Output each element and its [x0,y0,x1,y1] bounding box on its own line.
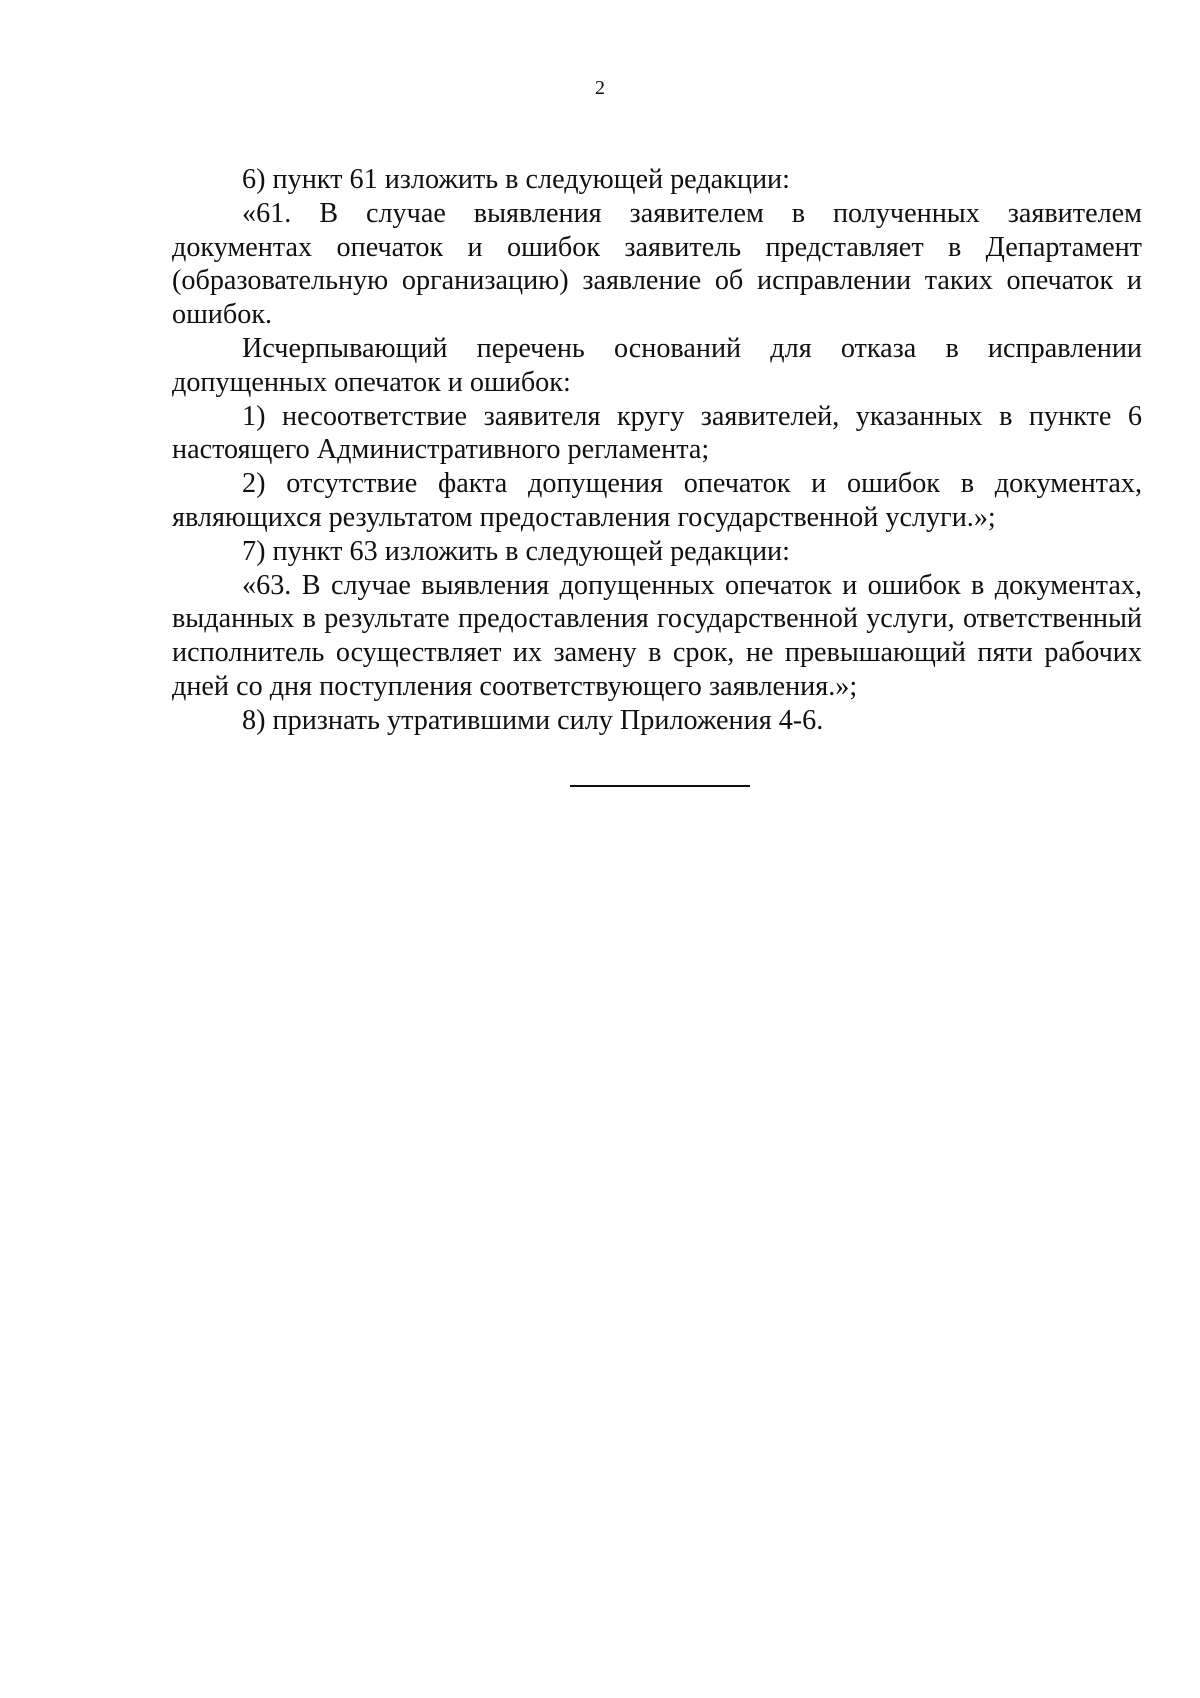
document-body [172,163,1142,738]
end-separator-line [570,785,750,787]
clause-63-paragraph: «63. В случае выявления допущенных опечаток и ошибок в документах, выданных в результате предоставления государственной услуги, ответственный исполнитель осуществляет их замену в срок, не превышающий пяти рабочих дней со дня поступления соответствующего заявления.»; [172,569,1142,702]
item-6-paragraph: 6) пункт 61 изложить в следующей редакции: [242,164,790,195]
item-8-paragraph: 8) признать утратившими силу Приложения 4-6. [242,704,824,736]
item-7-paragraph: 7) пункт 63 изложить в следующей редакции: [242,535,790,567]
page-number: 2 [595,77,605,99]
ground-1-paragraph: 1) несоответствие заявителя кругу заявителей, указанных в пункте 6 настоящего Административного регламента; [172,400,1142,466]
ground-2-paragraph: 2) отсутствие факта допущения опечаток и ошибок в документах, являющихся результатом предоставления государственной услуги.»; [172,468,1142,533]
refusal-grounds-paragraph: Исчерпывающий перечень оснований для отказа в исправлении допущенных опечаток и ошибок: [172,332,1142,398]
clause-61-paragraph: «61. В случае выявления заявителем в полученных заявителем документах опечаток и ошибок заявитель представляет в Департамент (образовательную организацию) заявление об исправлении таких опечаток и ошибок. [172,197,1142,331]
